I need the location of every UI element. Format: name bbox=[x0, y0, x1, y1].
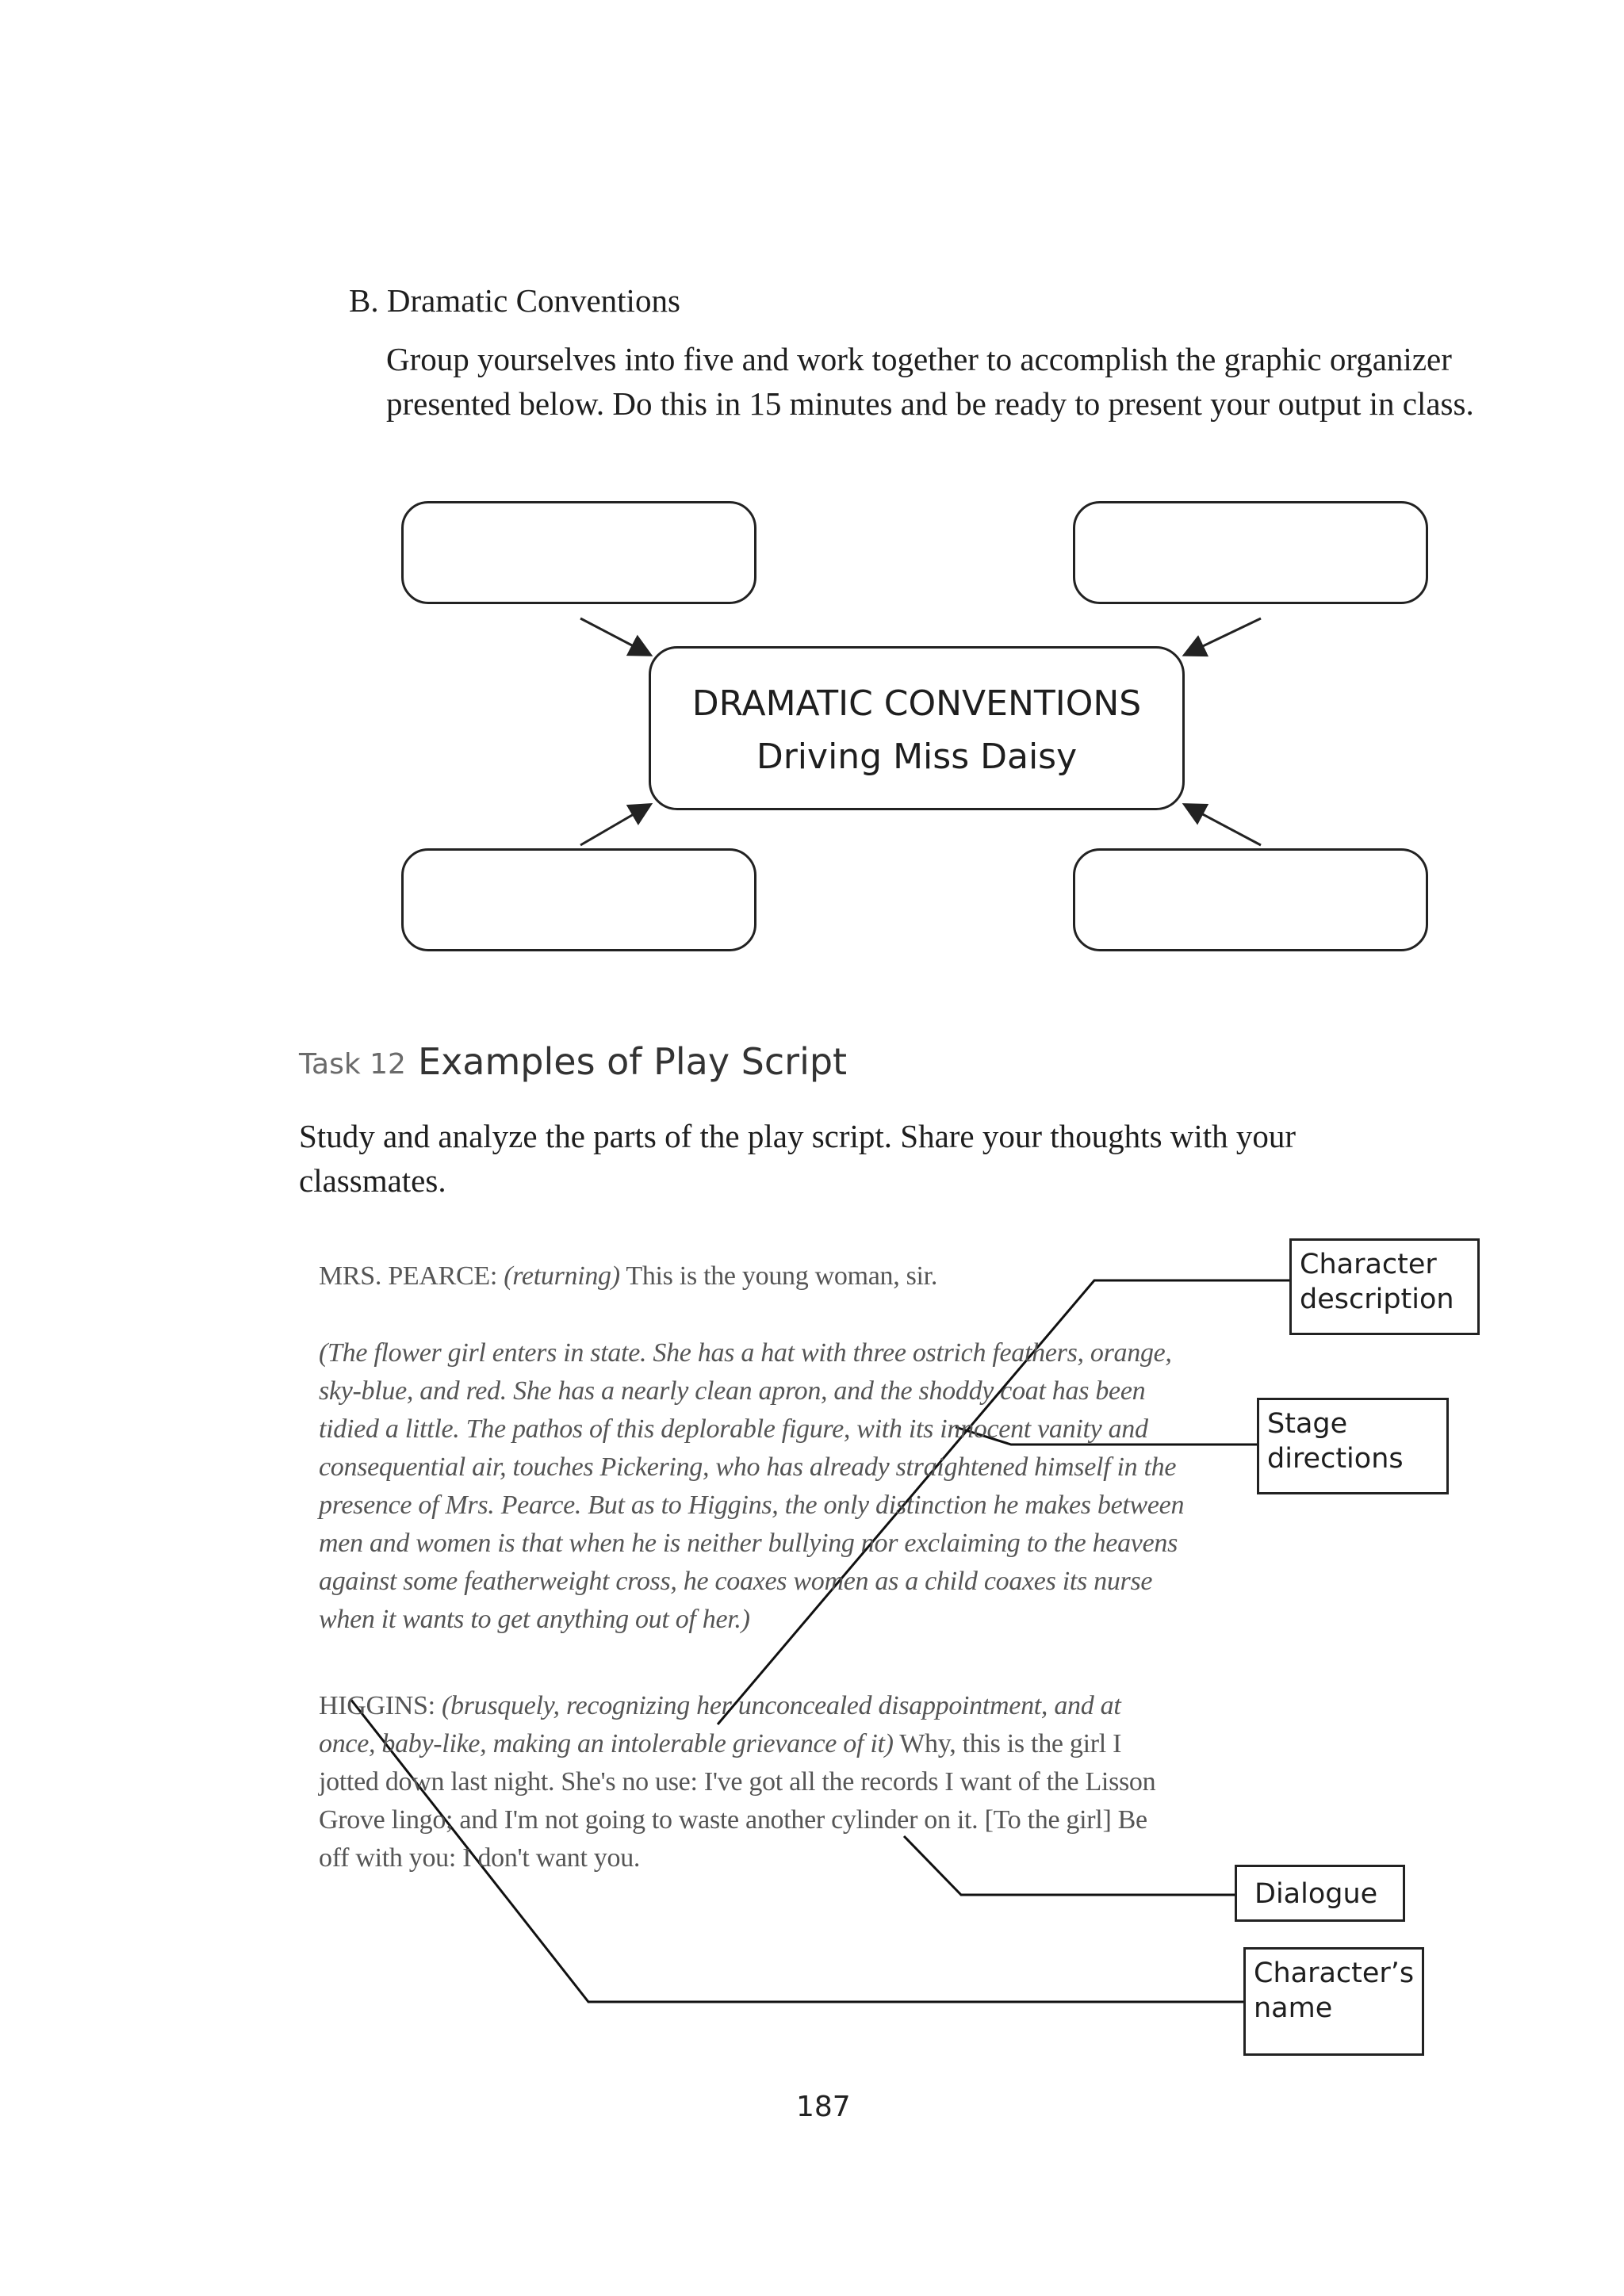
label-stage-directions: Stage directions bbox=[1257, 1398, 1449, 1494]
script-line-pearce bbox=[319, 1257, 937, 1295]
arrow-bottom-right bbox=[1186, 806, 1261, 845]
organizer-center-title: DRAMATIC CONVENTIONS bbox=[691, 683, 1142, 724]
stage-direction-paragraph: (The flower girl enters in state. She has a hat with three ostrich feathers, orange, sky-blue, and red. She has a nearly clean apron, and the shoddy coat has been tidied a little. The pathos of this deplorable figure, with its innocent vanity and consequential air, touches Pickering, who has already straightened himself in the presence of Mrs. Pearce. But as to Higgins, the only distinction he makes between men and women is that when he is neither bullying nor exclaiming to the heavens against some featherweight cross, he coaxes women as a child coaxes its nurse when it wants to get anything out of her.) bbox=[319, 1338, 1185, 1634]
stage-direction-higgins: (brusquely, recognizing her unconcealed disappointment, and at once, baby-like, making an intolerable grievance of it) bbox=[319, 1691, 1121, 1758]
task-label: Task 12 bbox=[299, 1048, 406, 1081]
organizer-box-bottom-right[interactable] bbox=[1073, 848, 1428, 951]
label-character-name: Character’s name bbox=[1243, 1947, 1424, 2056]
organizer-center-subtitle: Driving Miss Daisy bbox=[756, 737, 1078, 777]
task-title: Examples of Play Script bbox=[418, 1040, 848, 1083]
character-name-pearce: MRS. PEARCE: bbox=[319, 1261, 504, 1291]
label-dialogue: Dialogue bbox=[1235, 1865, 1405, 1922]
script-line-higgins bbox=[319, 1687, 1175, 1877]
character-name-higgins: HIGGINS: bbox=[319, 1691, 442, 1720]
stage-direction-pearce: (returning) bbox=[504, 1261, 620, 1291]
section-heading: B. Dramatic Conventions bbox=[349, 282, 680, 319]
organizer-box-bottom-left[interactable] bbox=[401, 848, 756, 951]
dialogue-pearce: This is the young woman, sir. bbox=[619, 1261, 938, 1291]
arrow-bottom-left bbox=[580, 806, 649, 845]
section-instructions: Group yourselves into five and work together to accomplish the graphic organizer presented below. Do this in 15 minutes and be ready to present your output in class. bbox=[386, 341, 1474, 422]
page-number: 187 bbox=[796, 2091, 851, 2123]
organizer-box-top-left[interactable] bbox=[401, 501, 756, 604]
task-instructions: Study and analyze the parts of the play script. Share your thoughts with your classmates. bbox=[299, 1118, 1297, 1199]
organizer-center-box bbox=[649, 646, 1185, 810]
label-character-description: Character description bbox=[1289, 1238, 1480, 1335]
arrow-top-left bbox=[580, 618, 649, 654]
arrow-top-right bbox=[1186, 618, 1261, 654]
organizer-box-top-right[interactable] bbox=[1073, 501, 1428, 604]
dialogue-higgins: Why, this is the girl I jotted down last night. She's no use: I've got all the records I want of the Lisson Grove lingo; and I'm not going to waste another cylinder on it. [To the girl] Be off with you: I don't want you. bbox=[319, 1729, 1156, 1873]
